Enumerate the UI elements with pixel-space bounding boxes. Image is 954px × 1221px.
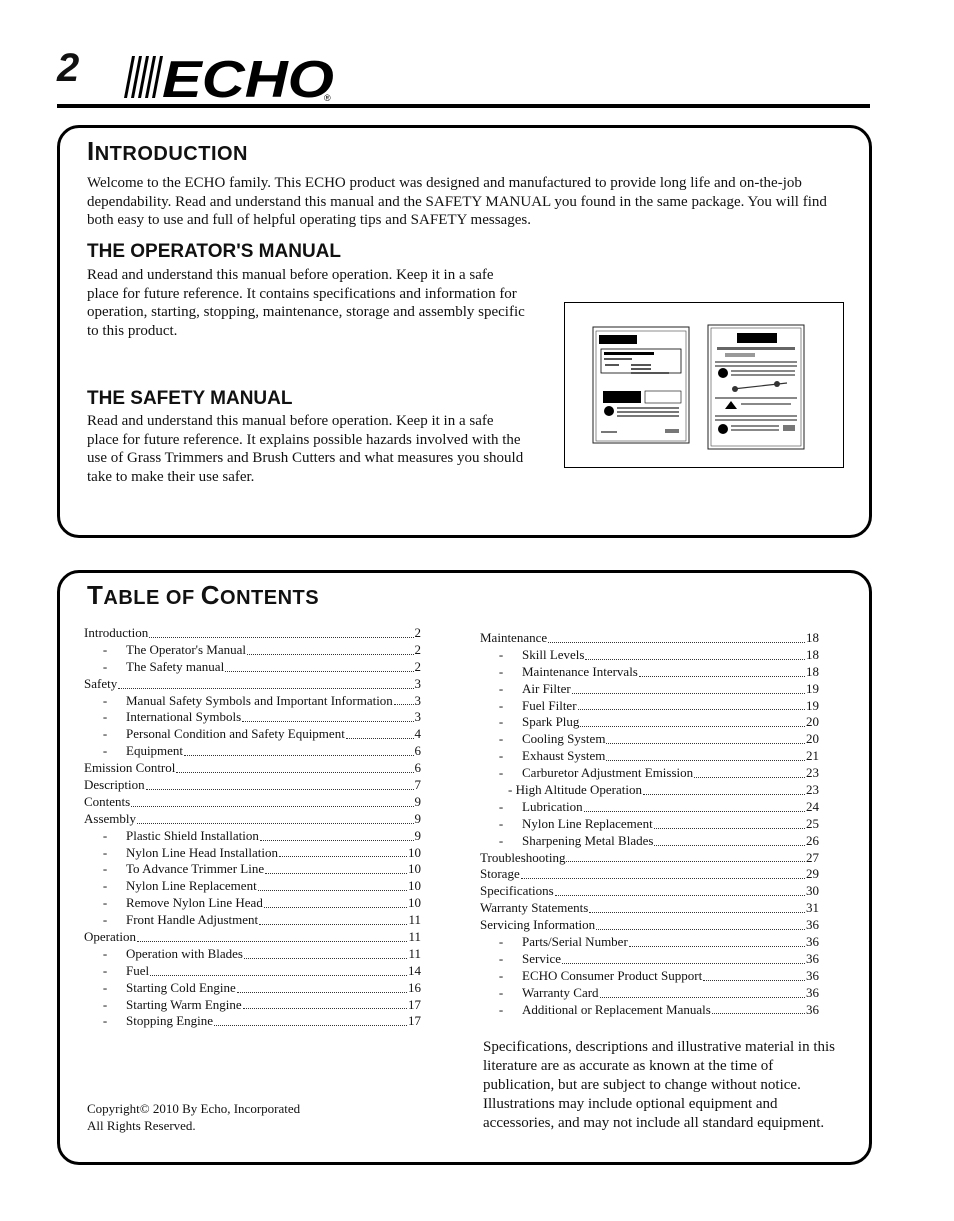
toc-leader-dots [566, 860, 805, 862]
toc-entry-page: 23 [806, 765, 819, 781]
toc-entry-page: 2 [414, 641, 421, 657]
toc-entry[interactable] [84, 693, 421, 710]
toc-entry-page: 17 [408, 996, 421, 1012]
toc-entry-label: Servicing Information [480, 917, 596, 933]
toc-entry-label: - Spark Plug [522, 714, 580, 730]
toc-leader-dots [654, 844, 805, 846]
toc-entry-label: - Front Handle Adjustment [126, 912, 259, 928]
toc-leader-dots [279, 855, 407, 857]
toc-entry-label: - Manual Safety Symbols and Important Information [126, 692, 393, 708]
toc-entry-label: - High Altitude Operation [508, 782, 642, 799]
toc-entry-label: - ECHO Consumer Product Support [522, 967, 703, 983]
toc-entry-label: - Lubrication [522, 798, 583, 814]
toc-entry[interactable] [480, 664, 819, 681]
toc-leader-dots [694, 776, 805, 778]
toc-entry[interactable] [84, 794, 421, 811]
toc-leader-dots [600, 996, 805, 998]
toc-entry-page: 16 [408, 979, 421, 995]
toc-leader-dots [259, 923, 407, 925]
manuals-illustration [564, 302, 844, 468]
toc-leader-dots [260, 839, 414, 841]
toc-entry-page: 18 [806, 629, 819, 645]
toc-leader-dots [521, 877, 805, 879]
toc-entry-label: - Remove Nylon Line Head [126, 895, 263, 911]
toc-entry[interactable] [480, 951, 819, 968]
toc-leader-dots [137, 822, 414, 824]
toc-entry[interactable] [480, 782, 819, 799]
toc-entry[interactable] [480, 833, 819, 850]
toc-entry-label: Troubleshooting [480, 849, 566, 865]
introduction-panel [57, 125, 872, 538]
toc-leader-dots [578, 708, 805, 710]
toc-entry[interactable] [480, 1002, 819, 1019]
toc-leader-dots [572, 692, 805, 694]
disclaimer-paragraph: Specifications, descriptions and illustrative material in this literature are as accurate as known at the time of publication, but are subject to change without notice. Illustrations may include optional equipment and accessories, and may not include all standard equipment. [483, 1039, 836, 1131]
toc-entry-page: 6 [414, 760, 421, 776]
toc-entry[interactable] [84, 659, 421, 676]
toc-leader-dots [184, 754, 413, 756]
toc-entry[interactable] [84, 878, 421, 895]
operators-manual-text: Read and understand this manual before operation. Keep it in a safe place for future reference. It contains specifications and information for operation, starting, stopping, maintenance, storage and assembly specific to this product. [87, 267, 525, 339]
toc-entry-page: 36 [806, 1001, 819, 1017]
toc-entry-page: 18 [806, 663, 819, 679]
toc-entry[interactable] [480, 883, 819, 900]
toc-leader-dots [258, 889, 407, 891]
toc-entry[interactable] [84, 895, 421, 912]
welcome-paragraph: Welcome to the ECHO family. This ECHO product was designed and manufactured to provide long life and on-the-job dependability. Read and understand this manual and the SAFETY MANUAL you found in the same package. You will find both easy to use and full of helpful operating tips and SAFETY messages. [87, 175, 827, 228]
toc-entry-label: Contents [84, 793, 131, 809]
toc-entry[interactable] [480, 681, 819, 698]
toc-entry[interactable] [84, 828, 421, 845]
toc-entry-label: Maintenance [480, 629, 548, 645]
brand-wordmark: ECHO [162, 52, 334, 102]
header-rule [57, 104, 870, 108]
toc-entry[interactable] [480, 934, 819, 951]
toc-entry[interactable] [480, 917, 819, 934]
toc-entry-label: - Warranty Card [522, 984, 599, 1000]
toc-leader-dots [237, 991, 407, 993]
toc-entry[interactable] [84, 845, 421, 862]
toc-entry-label: - The Safety manual [126, 658, 225, 674]
toc-entry[interactable] [84, 676, 421, 693]
toc-leader-dots [639, 675, 805, 677]
toc-leader-dots [643, 793, 805, 795]
toc-entry[interactable] [480, 698, 819, 715]
toc-leader-dots [265, 872, 407, 874]
toc-entry-label: - Nylon Line Replacement [126, 878, 257, 894]
toc-leader-dots [596, 928, 805, 930]
toc-entry-page: 23 [806, 782, 819, 797]
toc-entry[interactable] [84, 963, 421, 980]
toc-entry-label: - Carburetor Adjustment Emission [522, 765, 694, 781]
page-number: 2 [57, 46, 80, 90]
toc-entry-page: 11 [408, 945, 421, 961]
toc-entry-page: 11 [408, 912, 421, 928]
toc-entry-label: - Additional or Replacement Manuals [522, 1001, 711, 1017]
toc-entry[interactable] [480, 731, 819, 748]
toc-leader-dots [394, 703, 414, 705]
toc-leader-dots [589, 911, 805, 913]
toc-entry[interactable] [480, 968, 819, 985]
toc-entry-label: Description [84, 777, 145, 792]
toc-entry-page: 30 [806, 883, 819, 899]
toc-entry-page: 36 [806, 950, 819, 966]
toc-entry[interactable] [84, 912, 421, 929]
toc-entry[interactable] [84, 929, 421, 946]
toc-leader-dots [225, 670, 413, 672]
toc-entry-label: Emission Control [84, 760, 176, 776]
toc-leader-dots [585, 658, 805, 660]
toc-entry-label: - Skill Levels [522, 646, 585, 662]
toc-entry-page: 26 [806, 832, 819, 848]
toc-leader-dots [712, 1012, 805, 1014]
toc-entry-page: 10 [408, 861, 421, 877]
toc-entry-label: Specifications [480, 883, 554, 899]
toc-entry-page: 9 [414, 810, 421, 826]
toc-leader-dots [149, 636, 413, 638]
toc-entry-label: - Cooling System [522, 731, 606, 747]
toc-leader-dots [176, 771, 413, 773]
toc-leader-dots [244, 957, 407, 959]
toc-entry-label: - Fuel [126, 962, 150, 978]
toc-entry-page: 10 [408, 844, 421, 860]
toc-entry-page: 20 [806, 731, 819, 747]
toc-entry-page: 14 [408, 962, 421, 978]
toc-entry-label: - Service [522, 950, 561, 966]
toc-entry-page: 24 [806, 798, 819, 814]
introduction-title: INTRODUCTION [87, 136, 248, 166]
toc-entry-page: 19 [806, 697, 819, 713]
toc-entry-page: 6 [414, 743, 421, 759]
operators-manual-heading: THE OPERATOR'S MANUAL [87, 241, 341, 262]
copyright-line: Copyright© 2010 By Echo, Incorporated [87, 1101, 301, 1116]
rights-line: All Rights Reserved. [87, 1118, 196, 1133]
toc-entry-label: - Plastic Shield Installation [126, 827, 259, 843]
toc-leader-dots [346, 737, 414, 739]
toc-left-column [84, 625, 421, 1030]
toc-entry-label: - Stopping Engine [126, 1013, 214, 1029]
toc-entry-page: 36 [806, 917, 819, 933]
copyright-notice [87, 1100, 300, 1134]
toc-entry-label: - International Symbols [126, 709, 242, 725]
toc-entry-page: 11 [408, 929, 421, 945]
toc-entry-page: 27 [806, 849, 819, 865]
toc-entry-label: - Nylon Line Head Installation [126, 844, 278, 860]
toc-entry-page: 2 [414, 624, 421, 640]
toc-entry-label: - Nylon Line Replacement [522, 815, 653, 831]
toc-entry[interactable] [84, 709, 421, 726]
table-of-contents-panel [57, 570, 872, 1165]
toc-leader-dots [580, 725, 805, 727]
toc-entry[interactable] [84, 777, 421, 794]
toc-entry[interactable] [84, 861, 421, 878]
toc-entry-label: - Parts/Serial Number [522, 934, 628, 950]
echo-logo [118, 52, 340, 102]
toc-entry[interactable] [480, 866, 819, 883]
toc-entry-page: 10 [408, 878, 421, 894]
toc-entry-label: Introduction [84, 624, 149, 640]
toc-entry-label: Operation [84, 929, 136, 945]
toc-entry[interactable] [480, 748, 819, 765]
toc-leader-dots [606, 759, 805, 761]
toc-entry-page: 7 [414, 777, 421, 792]
toc-entry-page: 20 [806, 714, 819, 730]
toc-entry-page: 36 [806, 984, 819, 1000]
toc-entry-label: - Equipment [126, 743, 184, 759]
registered-mark: ® [324, 93, 331, 102]
toc-entry[interactable] [480, 799, 819, 816]
toc-leader-dots [606, 742, 805, 744]
toc-leader-dots [214, 1024, 407, 1026]
toc-leader-dots [264, 906, 407, 908]
toc-entry-page: 36 [806, 934, 819, 950]
toc-entry[interactable] [480, 816, 819, 833]
toc-entry-page: 18 [806, 646, 819, 662]
toc-entry-page: 21 [806, 748, 819, 764]
toc-leader-dots [584, 810, 805, 812]
toc-entry-page: 29 [806, 866, 819, 882]
toc-entry[interactable] [84, 997, 421, 1014]
manuals-image [565, 303, 843, 467]
toc-entry-label: - Exhaust System [522, 748, 606, 764]
toc-leader-dots [562, 962, 805, 964]
toc-right-column [480, 630, 819, 1018]
toc-title: TABLE OF CONTENTS [87, 580, 320, 610]
toc-entry[interactable] [480, 985, 819, 1002]
toc-entry[interactable] [84, 946, 421, 963]
toc-leader-dots [150, 974, 407, 976]
toc-leader-dots [654, 827, 805, 829]
toc-entry-label: Storage [480, 866, 520, 882]
toc-entry-page: 9 [414, 793, 421, 809]
toc-entry-page: 19 [806, 680, 819, 696]
toc-entry-label: - Starting Warm Engine [126, 996, 242, 1012]
toc-entry[interactable] [480, 647, 819, 664]
toc-entry-page: 10 [408, 895, 421, 911]
toc-entry-page: 4 [414, 726, 421, 742]
toc-entry-page: 2 [414, 658, 421, 674]
toc-entry-label: - To Advance Trimmer Line [126, 861, 265, 877]
safety-manual-text: Read and understand this manual before operation. Keep it in a safe place for future reference. It explains possible hazards involved with the use of Grass Trimmers and Brush Cutters and what measures you should take to make their use safer. [87, 413, 524, 485]
toc-entry[interactable] [480, 630, 819, 647]
toc-entry-label: - Air Filter [522, 680, 571, 696]
toc-entry-label: Warranty Statements [480, 900, 589, 916]
toc-entry[interactable] [480, 900, 819, 917]
toc-entry-page: 3 [414, 675, 421, 691]
toc-entry-page: 25 [806, 815, 819, 831]
toc-entry[interactable] [84, 1013, 421, 1030]
toc-entry-page: 3 [414, 709, 421, 725]
toc-leader-dots [131, 805, 413, 807]
toc-entry[interactable] [84, 625, 421, 642]
toc-entry[interactable] [84, 642, 421, 659]
toc-entry-page: 31 [806, 900, 819, 916]
toc-entry[interactable] [84, 811, 421, 828]
toc-entry-label: - Operation with Blades [126, 945, 243, 961]
toc-entry-label: - Maintenance Intervals [522, 663, 638, 679]
toc-leader-dots [703, 979, 805, 981]
toc-entry-page: 9 [414, 827, 421, 843]
toc-leader-dots [146, 788, 414, 790]
toc-leader-dots [243, 1007, 407, 1009]
toc-leader-dots [548, 641, 805, 643]
toc-entry-label: - Fuel Filter [522, 697, 577, 713]
toc-entry[interactable] [480, 850, 819, 867]
toc-entry-label: Safety [84, 675, 118, 691]
toc-entry-label: - The Operator's Manual [126, 641, 247, 657]
toc-leader-dots [242, 720, 413, 722]
toc-leader-dots [555, 894, 805, 896]
toc-entry[interactable] [84, 743, 421, 760]
toc-entry[interactable] [84, 726, 421, 743]
safety-manual-heading: THE SAFETY MANUAL [87, 388, 293, 409]
toc-entry-label: Assembly [84, 810, 136, 826]
toc-entry[interactable] [84, 980, 421, 997]
toc-entry-page: 3 [414, 692, 421, 708]
toc-leader-dots [247, 653, 413, 655]
toc-leader-dots [137, 940, 407, 942]
toc-entry[interactable] [480, 714, 819, 731]
toc-entry-label: - Sharpening Metal Blades [522, 832, 654, 848]
toc-entry-page: 17 [408, 1013, 421, 1029]
toc-entry-label: - Personal Condition and Safety Equipment [126, 726, 345, 742]
toc-entry-label: - Starting Cold Engine [126, 979, 236, 995]
toc-leader-dots [118, 687, 413, 689]
toc-leader-dots [629, 945, 805, 947]
toc-entry[interactable] [84, 760, 421, 777]
toc-entry[interactable] [480, 765, 819, 782]
toc-entry-page: 36 [806, 967, 819, 983]
